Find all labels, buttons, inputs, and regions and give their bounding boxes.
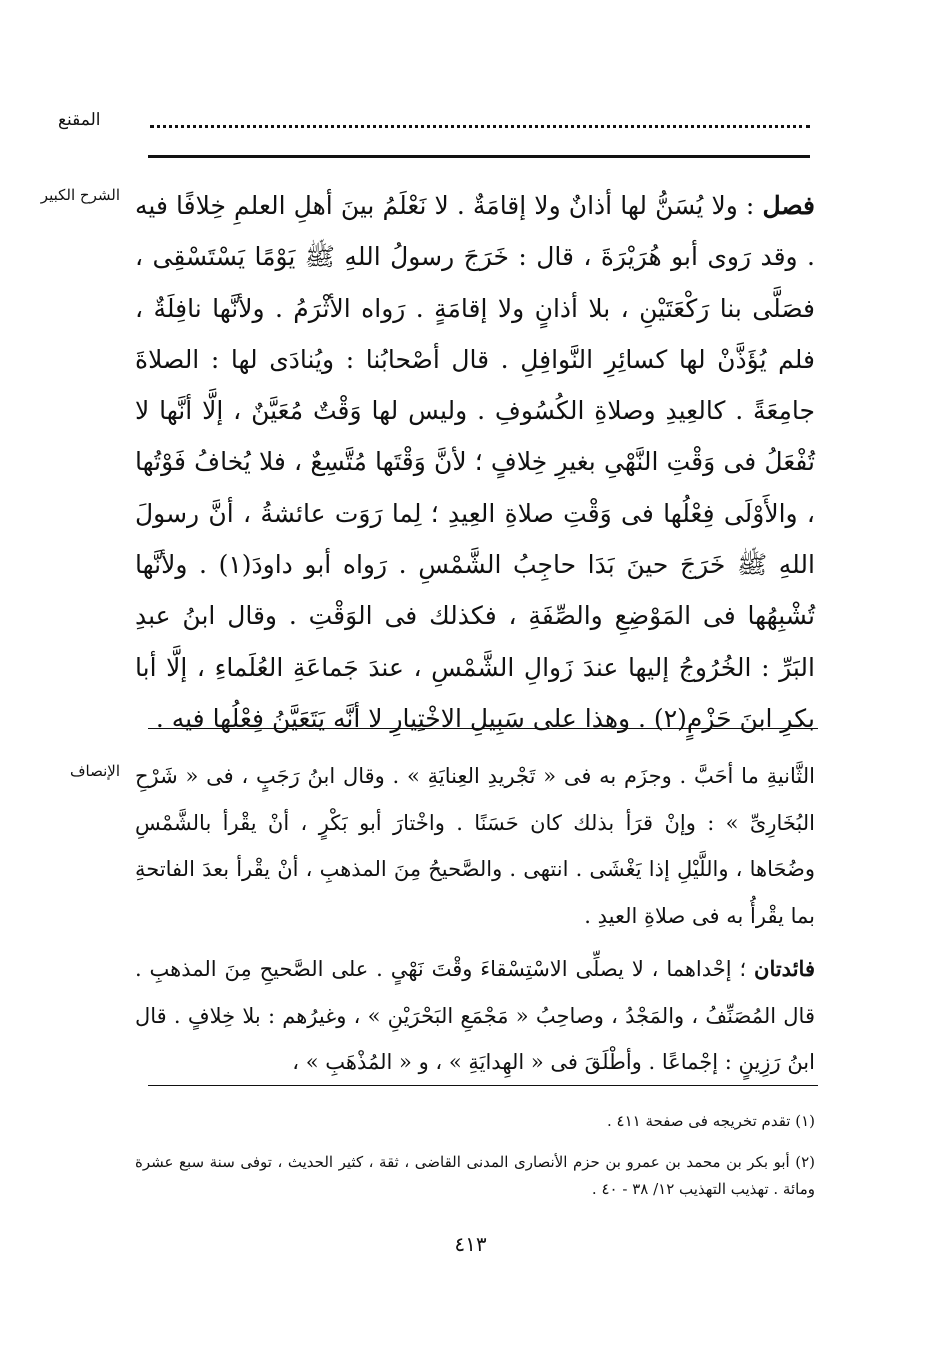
- header-dotted-line: [150, 112, 810, 128]
- insaf-paragraph-1: الثَّانيةِ ما أحَبَّ . وجزَم به فى « تَجْريدِ العِنايَةِ » . وقال ابنُ رَجَبٍ ، فى « شَرْحِ البُخَارِىِّ » : وإنْ قرَأ بذلك كان حَسَنًا . واخْتارَ أبو بَكْرٍ ، أنْ يقْرأ بالشَّمْسِ وضُحَاها ، واللَّيْلِ إذا يَغْشَى . انتهى . والصَّحيحُ مِنَ المذهبِ ، أنْ يقْرأ بعدَ الفاتحةِ بما يقْرأُ به فى صلاةِ العيدِ .: [135, 764, 815, 928]
- running-header-title: المقنع: [58, 110, 101, 130]
- main-body: : ولا يُسَنُّ لها أذانٌ ولا إقامَةٌ . لا نَعْلَمُ بينَ أهلِ العلمِ خِلافًا فيه . وقد رَوى أبو هُرَيْرَةَ ، قال : خَرَجَ رسولُ اللهِ ﷺ يَوْمًا يَسْتَسْقِى ، فصَلَّى بنا رَكْعَتَيْنِ ، بلا أذانٍ ولا إقامَةٍ . رَواه الأثْرَمُ . ولأنَّها نافِلَةٌ ، فلم يُؤَذَّنْ لها كسائِرِ النَّوافِلِ . قال أصْحابُنا : ويُنادَى لها : الصلاةَ جامِعَةً . كالعِيدِ وصلاةِ الكُسُوفِ . وليس لها وَقْتٌ مُعَيَّنٌ ، إلَّا أنَّها لا تُفْعَلُ فى وَقْتِ النَّهْىِ بغيرِ خِلافٍ ؛ لأنَّ وَقْتَها مُتَّسِعٌ ، فلا يُخافُ فَوْتُها ، والأَوْلَى فِعْلُها فى وَقْتِ صلاةِ العِيدِ ؛ لِما رَوَت عائشةُ ، أنَّ رسولَ اللهِ ﷺ خَرَجَ حينَ بَدَا حاجِبُ الشَّمْسِ . رَواه أبو داودَ(١) . ولأنَّها تُشْبِهُها فى المَوْضِعِ والصِّفَةِ ، فكذلك فى الوَقْتِ . وقال ابنُ عبدِ البَرِّ : الخُرُوجُ إليها عندَ زَوالِ الشَّمْسِ ، عندَ جَماعَةِ العُلَماءِ ، إلَّا أبا بكرِ ابنَ حَزْمٍ(٢) . وهذا على سَبِيلِ الاخْتِيارِ لا أنَّه يَتَعَيَّنُ فِعْلُها فيه .: [135, 191, 815, 733]
- faidatan-lead: فائدتان: [754, 956, 815, 981]
- insaf-paragraph-2-body: ؛ إحْداهما ، لا يصلِّى الاسْتِسْقاءَ وقْتَ نَهْىٍ . على الصَّحيحِ مِنَ المذهبِ . قال المُصَنِّفُ ، والمَجْدُ ، وصاحِبُ « مَجْمَعِ البَحْرَيْنِ » ، وغيرُهم : بلا خِلافٍ . قال ابنُ رَزِينٍ : إجْماعًا . وأطْلَقَ فى « الهِدايَةِ » ، و « المُذْهَبِ » ،: [135, 957, 815, 1074]
- main-text-block: [135, 180, 815, 744]
- footnote-2: (٢) أبو بكر بن محمد بن عمرو بن حزم الأنصارى المدنى القاضى ، ثقة ، كثير الحديث ، توفى سنة سبع عشرة ومائة . تهذيب التهذيب ١٢/ ٣٨ - ٤٠ .: [135, 1153, 815, 1198]
- main-paragraph: [135, 180, 815, 744]
- header-rule: [148, 155, 810, 158]
- side-label-sharh: الشرح الكبير: [40, 186, 120, 204]
- footnote-1: (١) تقدم تخريجه فى صفحة ٤١١ .: [606, 1112, 815, 1130]
- section-lead: فصل: [762, 191, 816, 220]
- footnote-divider: [148, 1085, 818, 1086]
- section-divider: [148, 728, 818, 729]
- page-number: ٤١٣: [454, 1232, 487, 1256]
- insaf-text-block: [135, 753, 815, 939]
- side-label-insaf: الإنصاف: [69, 762, 120, 780]
- insaf-paragraph-2: [135, 946, 815, 1086]
- footnotes: [135, 1108, 815, 1217]
- insaf-text-block-2: [135, 946, 815, 1086]
